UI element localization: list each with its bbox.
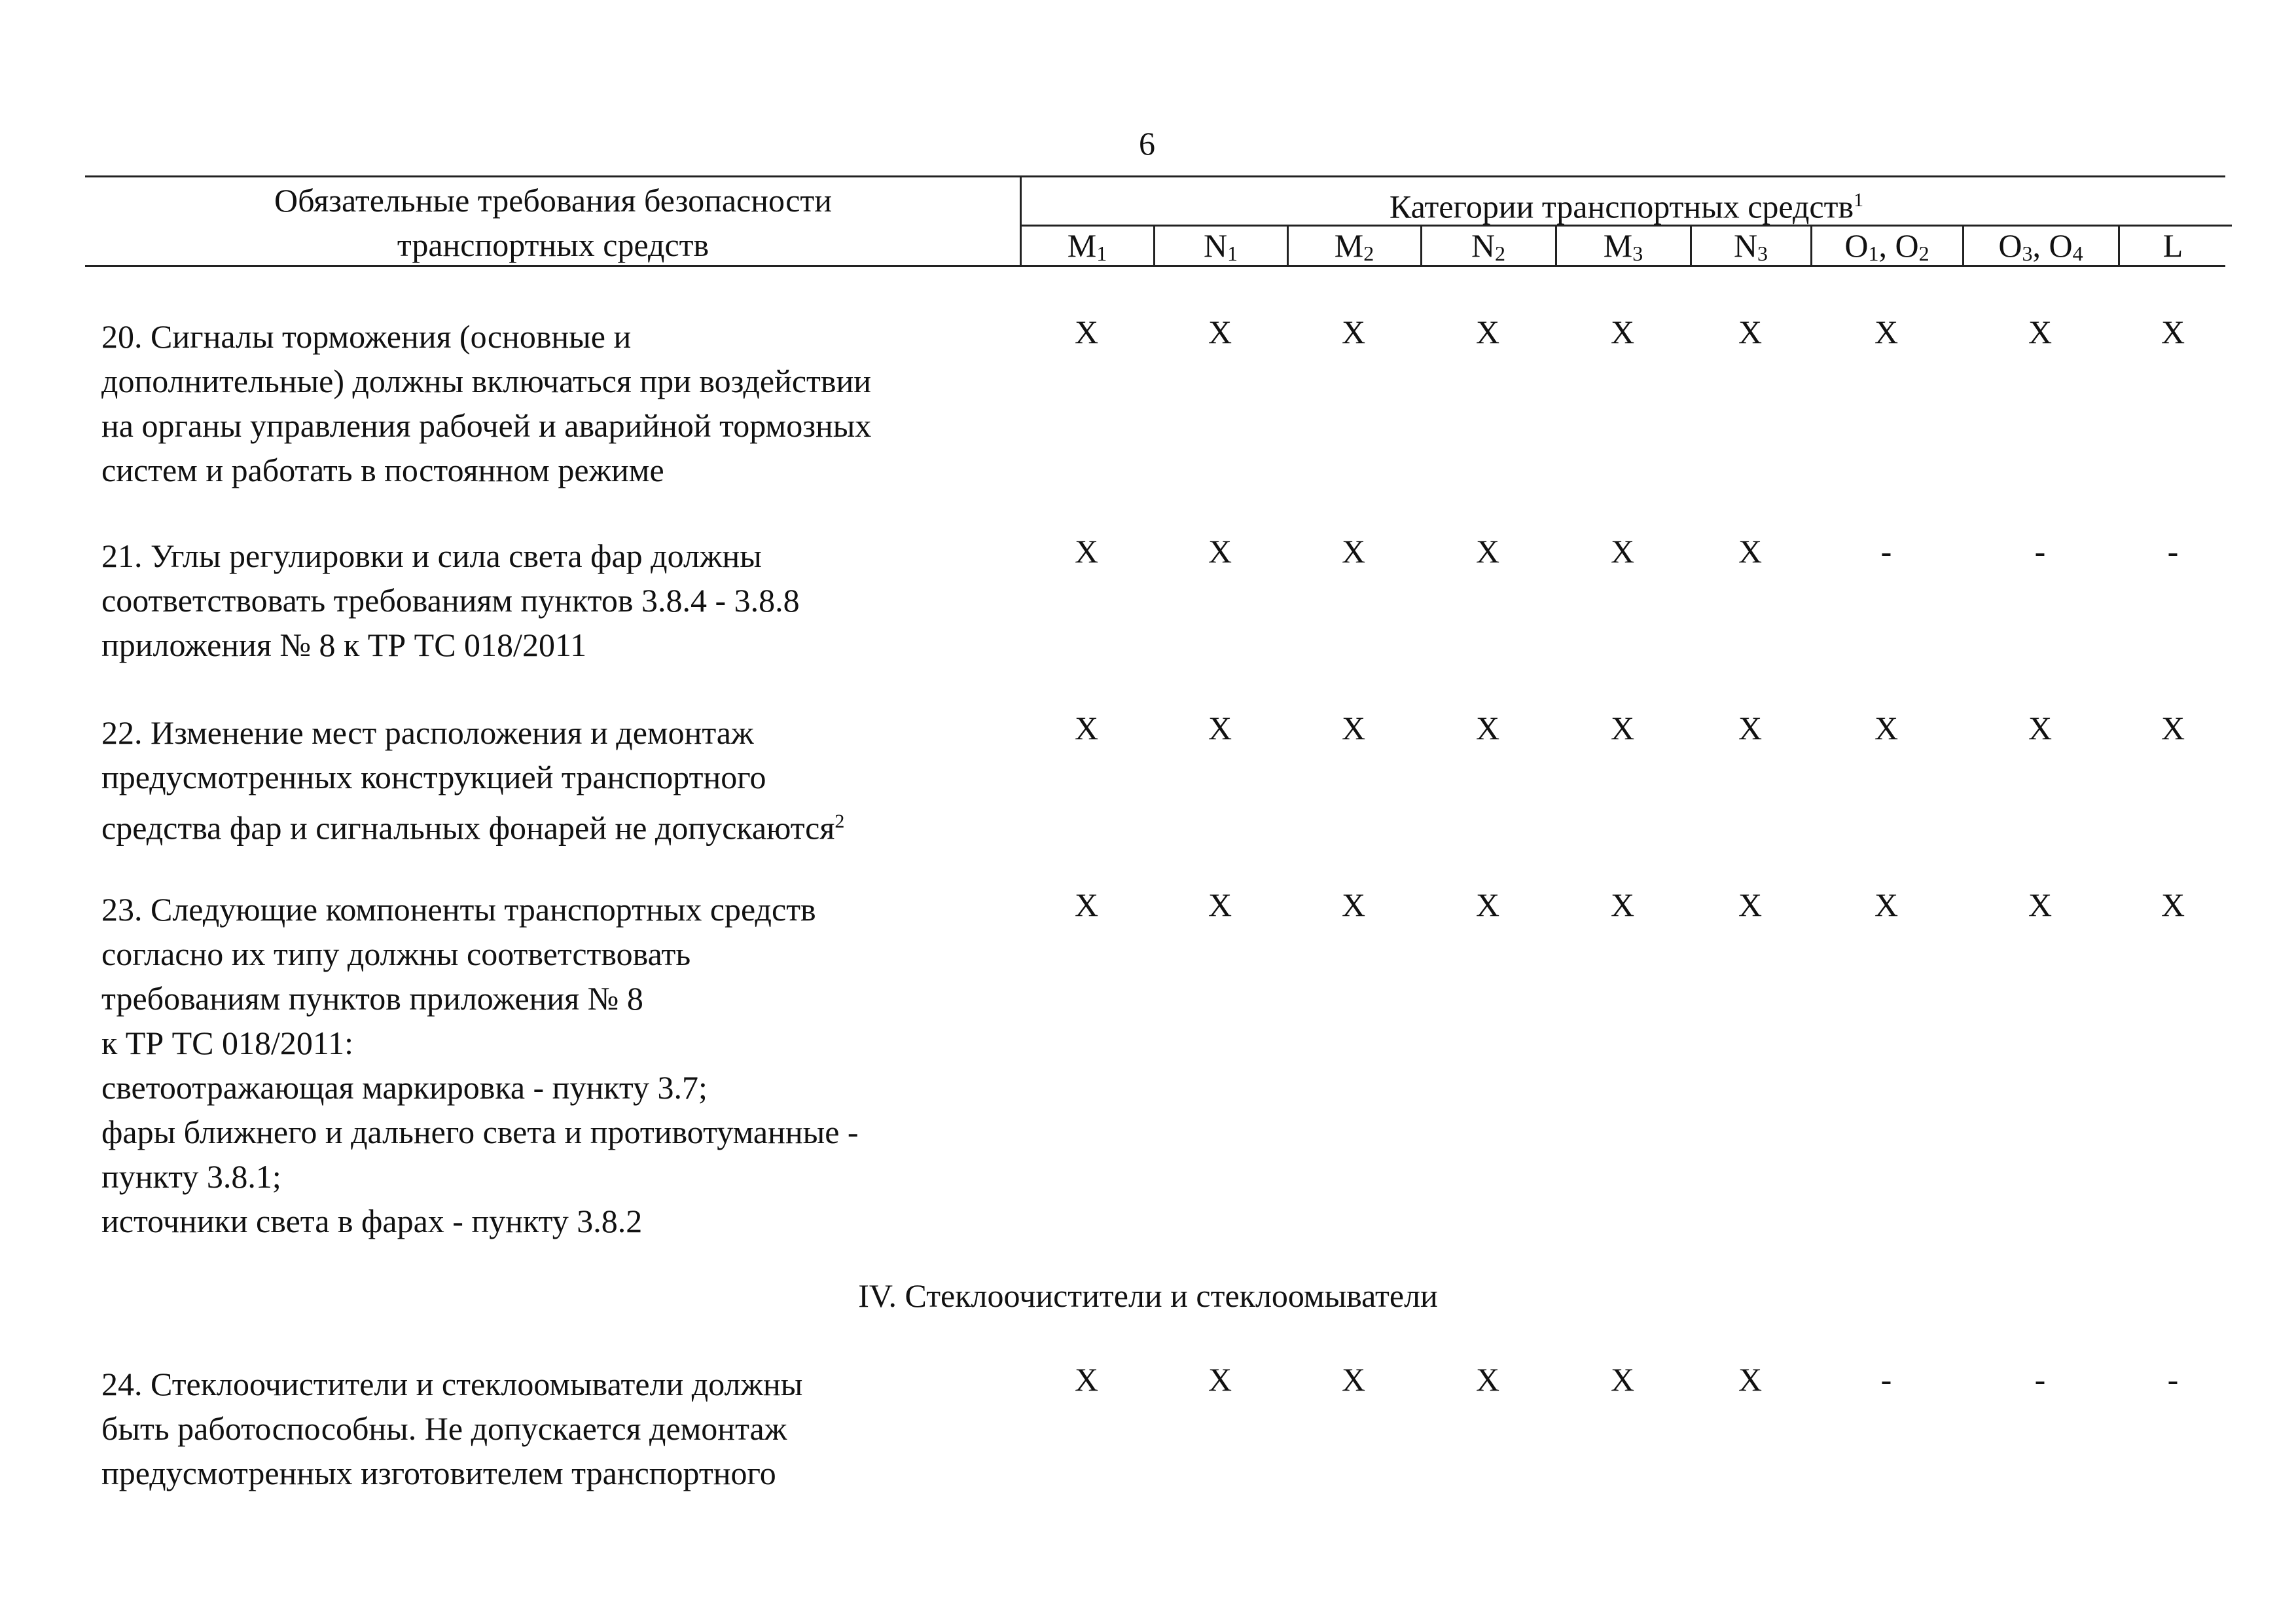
category-mark: X <box>1208 314 1232 350</box>
category-mark: X <box>1074 1361 1099 1398</box>
requirement-line: 23. Следующие компоненты транспортных средств <box>101 891 816 928</box>
category-mark: X <box>1208 710 1232 746</box>
requirement-line: 20. Сигналы торможения (основные и <box>101 318 632 355</box>
page-number: 6 <box>1139 125 1155 162</box>
category-mark: X <box>1341 710 1366 746</box>
requirement-line: предусмотренных конструкцией транспортного <box>101 759 766 795</box>
requirement-line: систем и работать в постоянном режиме <box>101 452 664 488</box>
category-mark: - <box>2167 533 2179 570</box>
requirement-text <box>101 710 844 850</box>
category-mark: X <box>1475 710 1500 746</box>
requirement-line: к ТР ТС 018/2011: <box>101 1025 353 1061</box>
category-mark: X <box>1738 314 1763 350</box>
requirement-line: 24. Стеклоочистители и стеклоомыватели должны <box>101 1366 803 1402</box>
column-header: $N_2$ <box>1471 227 1506 265</box>
col-divider <box>1153 225 1155 267</box>
category-mark: X <box>2161 710 2185 746</box>
col-divider <box>2118 225 2120 267</box>
category-mark: X <box>1610 533 1635 570</box>
category-mark: X <box>1475 1361 1500 1398</box>
requirement-text <box>101 1362 802 1495</box>
column-header: $M_3$ <box>1603 227 1643 265</box>
category-mark: X <box>1341 314 1366 350</box>
category-mark: X <box>1738 1361 1763 1398</box>
requirement-line: дополнительные) должны включаться при воздействии <box>101 363 872 399</box>
requirement-line: фары ближнего и дальнего света и противотуманные - <box>101 1114 859 1150</box>
category-mark: X <box>1475 886 1500 923</box>
category-mark: X <box>1738 710 1763 746</box>
column-header: $M_1$ <box>1067 227 1107 265</box>
category-mark: X <box>1610 1361 1635 1398</box>
category-mark: X <box>1074 886 1099 923</box>
category-mark: X <box>1874 710 1899 746</box>
column-header: $M_2$ <box>1334 227 1374 265</box>
category-mark: X <box>1610 886 1635 923</box>
requirement-line: пункту 3.8.1; <box>101 1158 281 1195</box>
column-header: $O_3$, $O_4$ <box>1998 227 2083 265</box>
category-mark: X <box>1074 533 1099 570</box>
col-divider <box>1555 225 1557 267</box>
requirement-line: 22. Изменение мест расположения и демонтаж <box>101 714 754 751</box>
col-divider <box>1690 225 1692 267</box>
category-mark: X <box>1874 886 1899 923</box>
category-mark: X <box>1208 886 1232 923</box>
requirement-line: предусмотренных изготовителем транспортного <box>101 1455 776 1491</box>
category-mark: - <box>1880 533 1892 570</box>
category-mark: X <box>1738 533 1763 570</box>
col-divider <box>1962 225 1964 267</box>
requirement-line: на органы управления рабочей и аварийной тормозных <box>101 407 872 444</box>
category-mark: X <box>2028 314 2053 350</box>
requirement-line: требованиям пунктов приложения № 8 <box>101 980 643 1017</box>
section-title: IV. Стеклоочистители и стеклоомыватели <box>858 1277 1438 1314</box>
col-divider <box>1287 225 1289 267</box>
category-mark: X <box>1074 710 1099 746</box>
requirement-line: приложения № 8 к ТР ТС 018/2011 <box>101 627 587 663</box>
requirement-line: согласно их типу должны соответствовать <box>101 936 691 972</box>
column-header: L <box>2162 227 2183 264</box>
category-mark: X <box>1738 886 1763 923</box>
column-header: $O_1$, $O_2$ <box>1844 227 1929 265</box>
requirement-line: быть работоспособны. Не допускается демонтаж <box>101 1410 787 1447</box>
requirements-header-line1: Обязательные требования безопасности <box>274 182 833 219</box>
category-mark: X <box>1475 533 1500 570</box>
category-mark: X <box>2161 886 2185 923</box>
categories-header-text: Категории транспортных средств <box>1389 188 1854 225</box>
category-mark: X <box>1610 710 1635 746</box>
requirements-header <box>85 178 1021 267</box>
requirement-line: средства фар и сигнальных фонарей не допускаются$^2$ <box>101 809 845 847</box>
column-header: $N_3$ <box>1733 227 1768 265</box>
col-divider <box>1420 225 1422 267</box>
requirement-line: источники света в фарах - пункту 3.8.2 <box>101 1203 643 1239</box>
category-mark: - <box>2034 1361 2046 1398</box>
category-mark: - <box>2167 1361 2179 1398</box>
categories-header <box>1021 178 2232 229</box>
category-mark: X <box>1074 314 1099 350</box>
requirement-text <box>101 887 859 1243</box>
category-mark: - <box>1880 1361 1892 1398</box>
category-mark: X <box>1610 314 1635 350</box>
requirement-text <box>101 314 871 492</box>
requirement-line: 21. Углы регулировки и сила света фар должны <box>101 538 762 574</box>
category-mark: X <box>1208 533 1232 570</box>
category-mark: X <box>2028 886 2053 923</box>
category-mark: X <box>1208 1361 1232 1398</box>
requirement-line: соответствовать требованиям пунктов 3.8.4 - 3.8.8 <box>101 582 800 619</box>
category-mark: X <box>2028 710 2053 746</box>
category-mark: X <box>1874 314 1899 350</box>
category-mark: X <box>1341 533 1366 570</box>
category-mark: X <box>2161 314 2185 350</box>
category-mark: - <box>2034 533 2046 570</box>
category-mark: X <box>1341 1361 1366 1398</box>
col-divider <box>1810 225 1812 267</box>
table-top-rule <box>85 175 2225 177</box>
category-mark: X <box>1475 314 1500 350</box>
category-mark: X <box>1341 886 1366 923</box>
requirement-text <box>101 534 800 667</box>
footnote-marker: 2 <box>834 811 845 832</box>
requirements-header-line2: транспортных средств <box>397 227 709 263</box>
column-header: $N_1$ <box>1203 227 1238 265</box>
requirement-line: светоотражающая маркировка - пункту 3.7; <box>101 1069 708 1106</box>
categories-footnote: 1 <box>1854 189 1864 211</box>
